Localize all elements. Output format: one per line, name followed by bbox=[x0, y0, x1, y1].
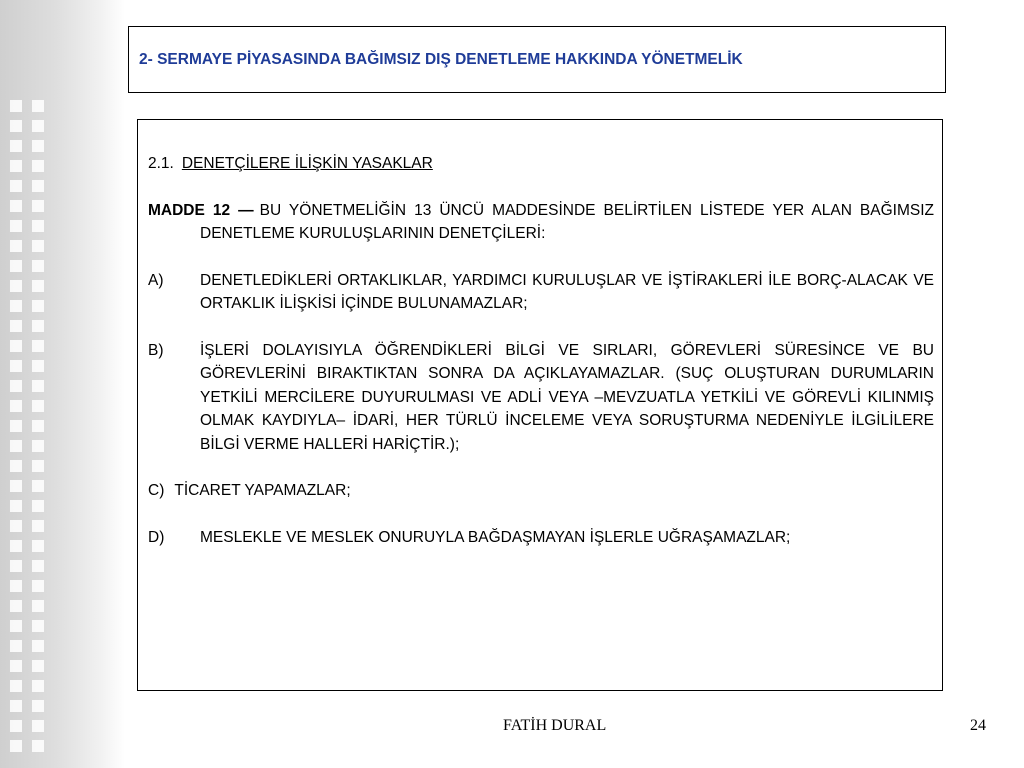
decorative-square bbox=[10, 300, 22, 312]
decorative-square bbox=[32, 260, 44, 272]
decorative-square bbox=[32, 340, 44, 352]
decorative-square bbox=[10, 400, 22, 412]
decorative-square bbox=[32, 140, 44, 152]
decorative-square bbox=[10, 720, 22, 732]
list-item-b bbox=[148, 339, 934, 457]
item-label-c: C) bbox=[148, 482, 165, 499]
decorative-square bbox=[10, 200, 22, 212]
decorative-square bbox=[10, 220, 22, 232]
footer-author: FATİH DURAL bbox=[503, 717, 607, 734]
decorative-square bbox=[32, 580, 44, 592]
content-box bbox=[137, 119, 943, 691]
decorative-square bbox=[32, 640, 44, 652]
decorative-side-band bbox=[0, 0, 125, 768]
item-text-d: MESLEKLE VE MESLEK ONURUYLA BAĞDAŞMAYAN İŞLERLE UĞRAŞAMAZLAR; bbox=[200, 528, 791, 546]
decorative-square bbox=[10, 160, 22, 172]
decorative-square bbox=[32, 200, 44, 212]
decorative-square bbox=[32, 360, 44, 372]
decorative-square bbox=[10, 440, 22, 452]
decorative-square bbox=[32, 420, 44, 432]
decorative-square bbox=[10, 280, 22, 292]
decorative-square bbox=[32, 100, 44, 112]
decorative-square bbox=[10, 140, 22, 152]
decorative-square bbox=[32, 180, 44, 192]
section-heading-text: DENETÇİLERE İLİŞKİN YASAKLAR bbox=[181, 155, 433, 172]
section-number: 2.1. bbox=[148, 155, 174, 172]
decorative-square bbox=[10, 340, 22, 352]
decorative-square bbox=[10, 740, 22, 752]
decorative-square bbox=[32, 600, 44, 612]
decorative-square bbox=[32, 680, 44, 692]
madde-text: BU YÖNETMELİĞİN 13 ÜNCÜ MADDESİNDE BELİRTİLEN LİSTEDE YER ALAN BAĞIMSIZ DENETLEME KURULUŞLARININ DENETÇİLERİ: bbox=[200, 201, 934, 242]
item-text-a: DENETLEDİKLERİ ORTAKLIKLAR, YARDIMCI KURULUŞLAR VE İŞTİRAKLERİ İLE BORÇ-ALACAK VE ORTAKLIK İLİŞKİSİ İÇİNDE BULUNAMAZLAR; bbox=[200, 271, 934, 312]
decorative-square bbox=[10, 180, 22, 192]
decorative-square bbox=[10, 480, 22, 492]
decorative-square bbox=[10, 580, 22, 592]
decorative-square bbox=[32, 440, 44, 452]
decorative-square bbox=[10, 500, 22, 512]
decorative-square bbox=[10, 460, 22, 472]
item-text-b: İŞLERİ DOLAYISIYLA ÖĞRENDİKLERİ BİLGİ VE SIRLARI, GÖREVLERİ SÜRESİNCE VE BU GÖREVLERİNİ BIRAKTIKTAN SONRA DA AÇIKLAYAMAZLAR. (SUÇ OLUŞTURAN DURUMLARIN YETKİLİ MERCİLERE DUYURULMASI VE ADLİ VEYA –MEVZUATLA YETKİLİ VE GÖREVLİ KILINMIŞ OLMAK KAYDIYLA– İDARİ, HER TÜRLÜ İNCELEME VEYA SORUŞTURMA NEDENİYLE İLGİLİLERE BİLGİ VERME HALLERİ HARİÇTİR.); bbox=[200, 341, 934, 453]
decorative-square bbox=[10, 100, 22, 112]
section-heading bbox=[148, 152, 934, 176]
list-item-a bbox=[148, 269, 934, 316]
decorative-square bbox=[10, 120, 22, 132]
decorative-square bbox=[32, 380, 44, 392]
decorative-square bbox=[32, 160, 44, 172]
decorative-square bbox=[10, 420, 22, 432]
decorative-square bbox=[32, 660, 44, 672]
madde-paragraph bbox=[148, 199, 934, 246]
slide-title: 2- SERMAYE PİYASASINDA BAĞIMSIZ DIŞ DENETLEME HAKKINDA YÖNETMELİK bbox=[139, 51, 743, 68]
decorative-square bbox=[32, 520, 44, 532]
decorative-square bbox=[32, 700, 44, 712]
decorative-square bbox=[10, 620, 22, 632]
item-text-c: TİCARET YAPAMAZLAR; bbox=[174, 482, 351, 499]
decorative-square bbox=[10, 680, 22, 692]
decorative-square bbox=[32, 480, 44, 492]
decorative-square bbox=[32, 620, 44, 632]
decorative-square bbox=[32, 280, 44, 292]
madde-label: MADDE 12 — bbox=[148, 201, 254, 219]
decorative-square bbox=[10, 640, 22, 652]
decorative-square bbox=[10, 560, 22, 572]
list-item-d bbox=[148, 526, 934, 550]
page-number: 24 bbox=[970, 717, 986, 734]
decorative-square bbox=[10, 520, 22, 532]
decorative-square bbox=[10, 380, 22, 392]
item-label-d: D) bbox=[148, 528, 165, 546]
decorative-square bbox=[32, 540, 44, 552]
decorative-square bbox=[32, 740, 44, 752]
decorative-square bbox=[32, 220, 44, 232]
decorative-square bbox=[32, 460, 44, 472]
decorative-square bbox=[32, 720, 44, 732]
decorative-square bbox=[10, 600, 22, 612]
decorative-square bbox=[32, 500, 44, 512]
decorative-square bbox=[10, 360, 22, 372]
decorative-square bbox=[32, 300, 44, 312]
title-box bbox=[128, 26, 946, 93]
decorative-square bbox=[32, 560, 44, 572]
decorative-square bbox=[10, 660, 22, 672]
item-label-a: A) bbox=[148, 271, 164, 289]
list-item-c bbox=[148, 479, 934, 503]
decorative-square bbox=[10, 320, 22, 332]
decorative-square bbox=[10, 700, 22, 712]
decorative-square bbox=[32, 240, 44, 252]
decorative-square bbox=[10, 240, 22, 252]
decorative-square bbox=[10, 260, 22, 272]
decorative-square bbox=[32, 320, 44, 332]
decorative-square bbox=[32, 120, 44, 132]
decorative-square bbox=[32, 400, 44, 412]
item-label-b: B) bbox=[148, 341, 164, 359]
decorative-square bbox=[10, 540, 22, 552]
content-body bbox=[148, 152, 934, 572]
